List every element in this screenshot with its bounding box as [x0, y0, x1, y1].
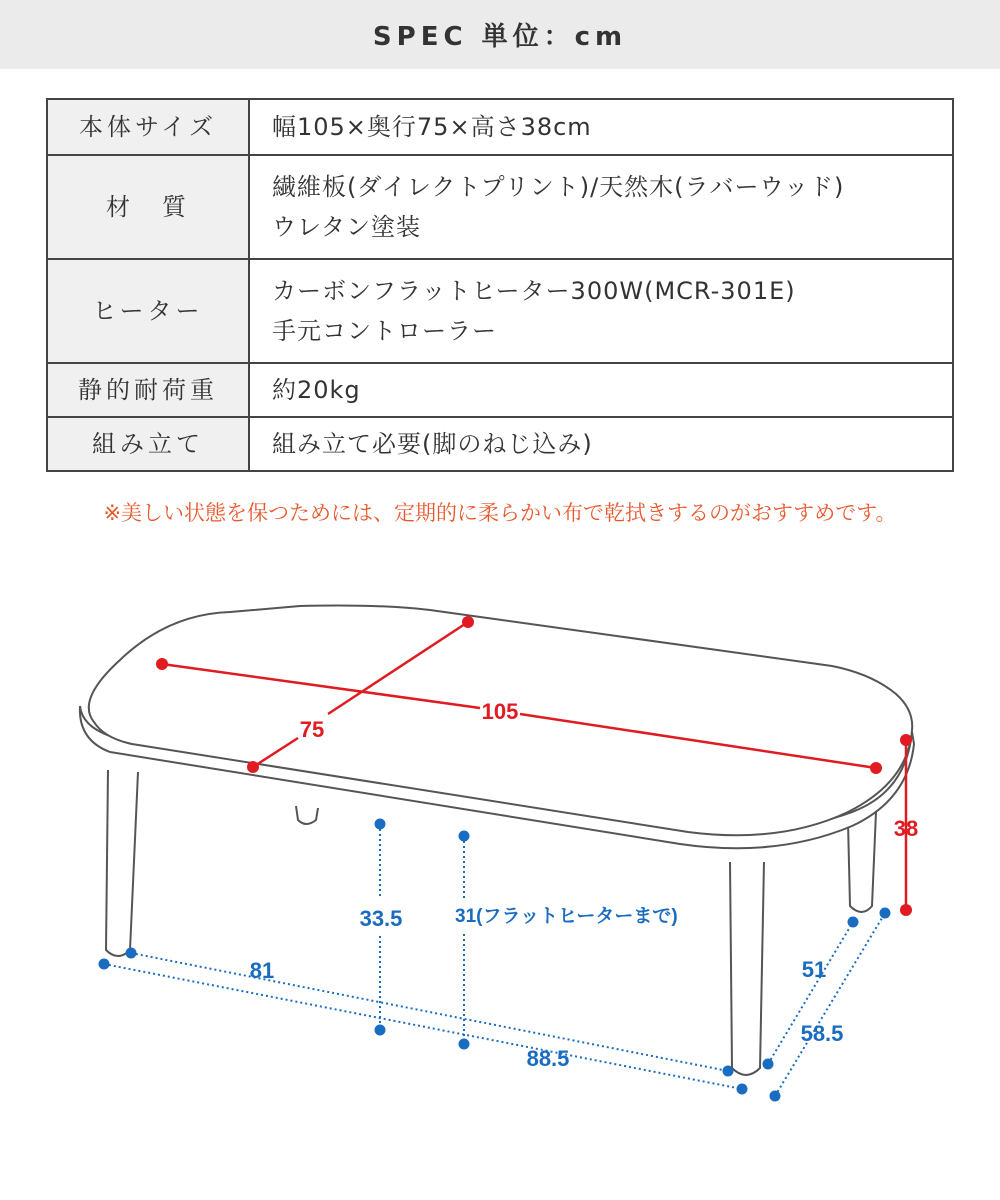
dim-outer-width [99, 959, 748, 1095]
spec-row-assembly [47, 417, 953, 471]
spec-value: 繊維板(ダイレクトプリント)/天然木(ラバーウッド) ウレタン塗装 [249, 155, 953, 259]
dim-leg-span-depth [763, 917, 859, 1070]
spec-label: 静的耐荷重 [47, 363, 249, 417]
table-leg-left [106, 770, 138, 956]
spec-label: 材 質 [47, 155, 249, 259]
table-dimension-diagram [0, 540, 1000, 1200]
spec-value: 約20kg [249, 363, 953, 417]
spec-row-size [47, 99, 953, 155]
dim-outer-depth [770, 908, 891, 1102]
spec-table [46, 98, 954, 472]
dim-height-label: 38 [893, 816, 919, 841]
table-leg-front [730, 862, 764, 1075]
spec-value: 組み立て必要(脚のねじ込み) [249, 417, 953, 471]
spec-header [0, 0, 1000, 69]
care-note: ※美しい状態を保つためには、定期的に柔らかい布で乾拭きするのがおすすめです。 [103, 501, 897, 525]
dim-leg-span-width [126, 948, 734, 1077]
table-leg-back [296, 806, 318, 824]
dim-width-label: 105 [481, 699, 519, 724]
table-outline [80, 606, 914, 1076]
dim-leg-span-depth-label: 51 [801, 957, 827, 982]
dim-under-clearance-label: 33.5 [359, 906, 403, 931]
spec-row-heater [47, 259, 953, 363]
dim-leg-span-width-label: 81 [249, 958, 275, 983]
spec-label: 本体サイズ [47, 99, 249, 155]
dim-depth-label: 75 [299, 717, 325, 742]
spec-value: 幅105×奥行75×高さ38cm [249, 99, 953, 155]
dim-outer-depth-label: 58.5 [800, 1021, 844, 1046]
dim-heater-clearance-label: 31(フラットヒーターまで) [455, 906, 678, 927]
spec-label: 組み立て [47, 417, 249, 471]
spec-title: SPEC 単位：cm [372, 22, 628, 52]
spec-label: ヒーター [47, 259, 249, 363]
spec-row-material [47, 155, 953, 259]
dim-heater-clearance [455, 831, 678, 1050]
dim-under-clearance [360, 819, 403, 1036]
spec-row-load [47, 363, 953, 417]
spec-value: カーボンフラットヒーター300W(MCR-301E) 手元コントローラー [249, 259, 953, 363]
dim-outer-width-label: 88.5 [526, 1046, 570, 1071]
